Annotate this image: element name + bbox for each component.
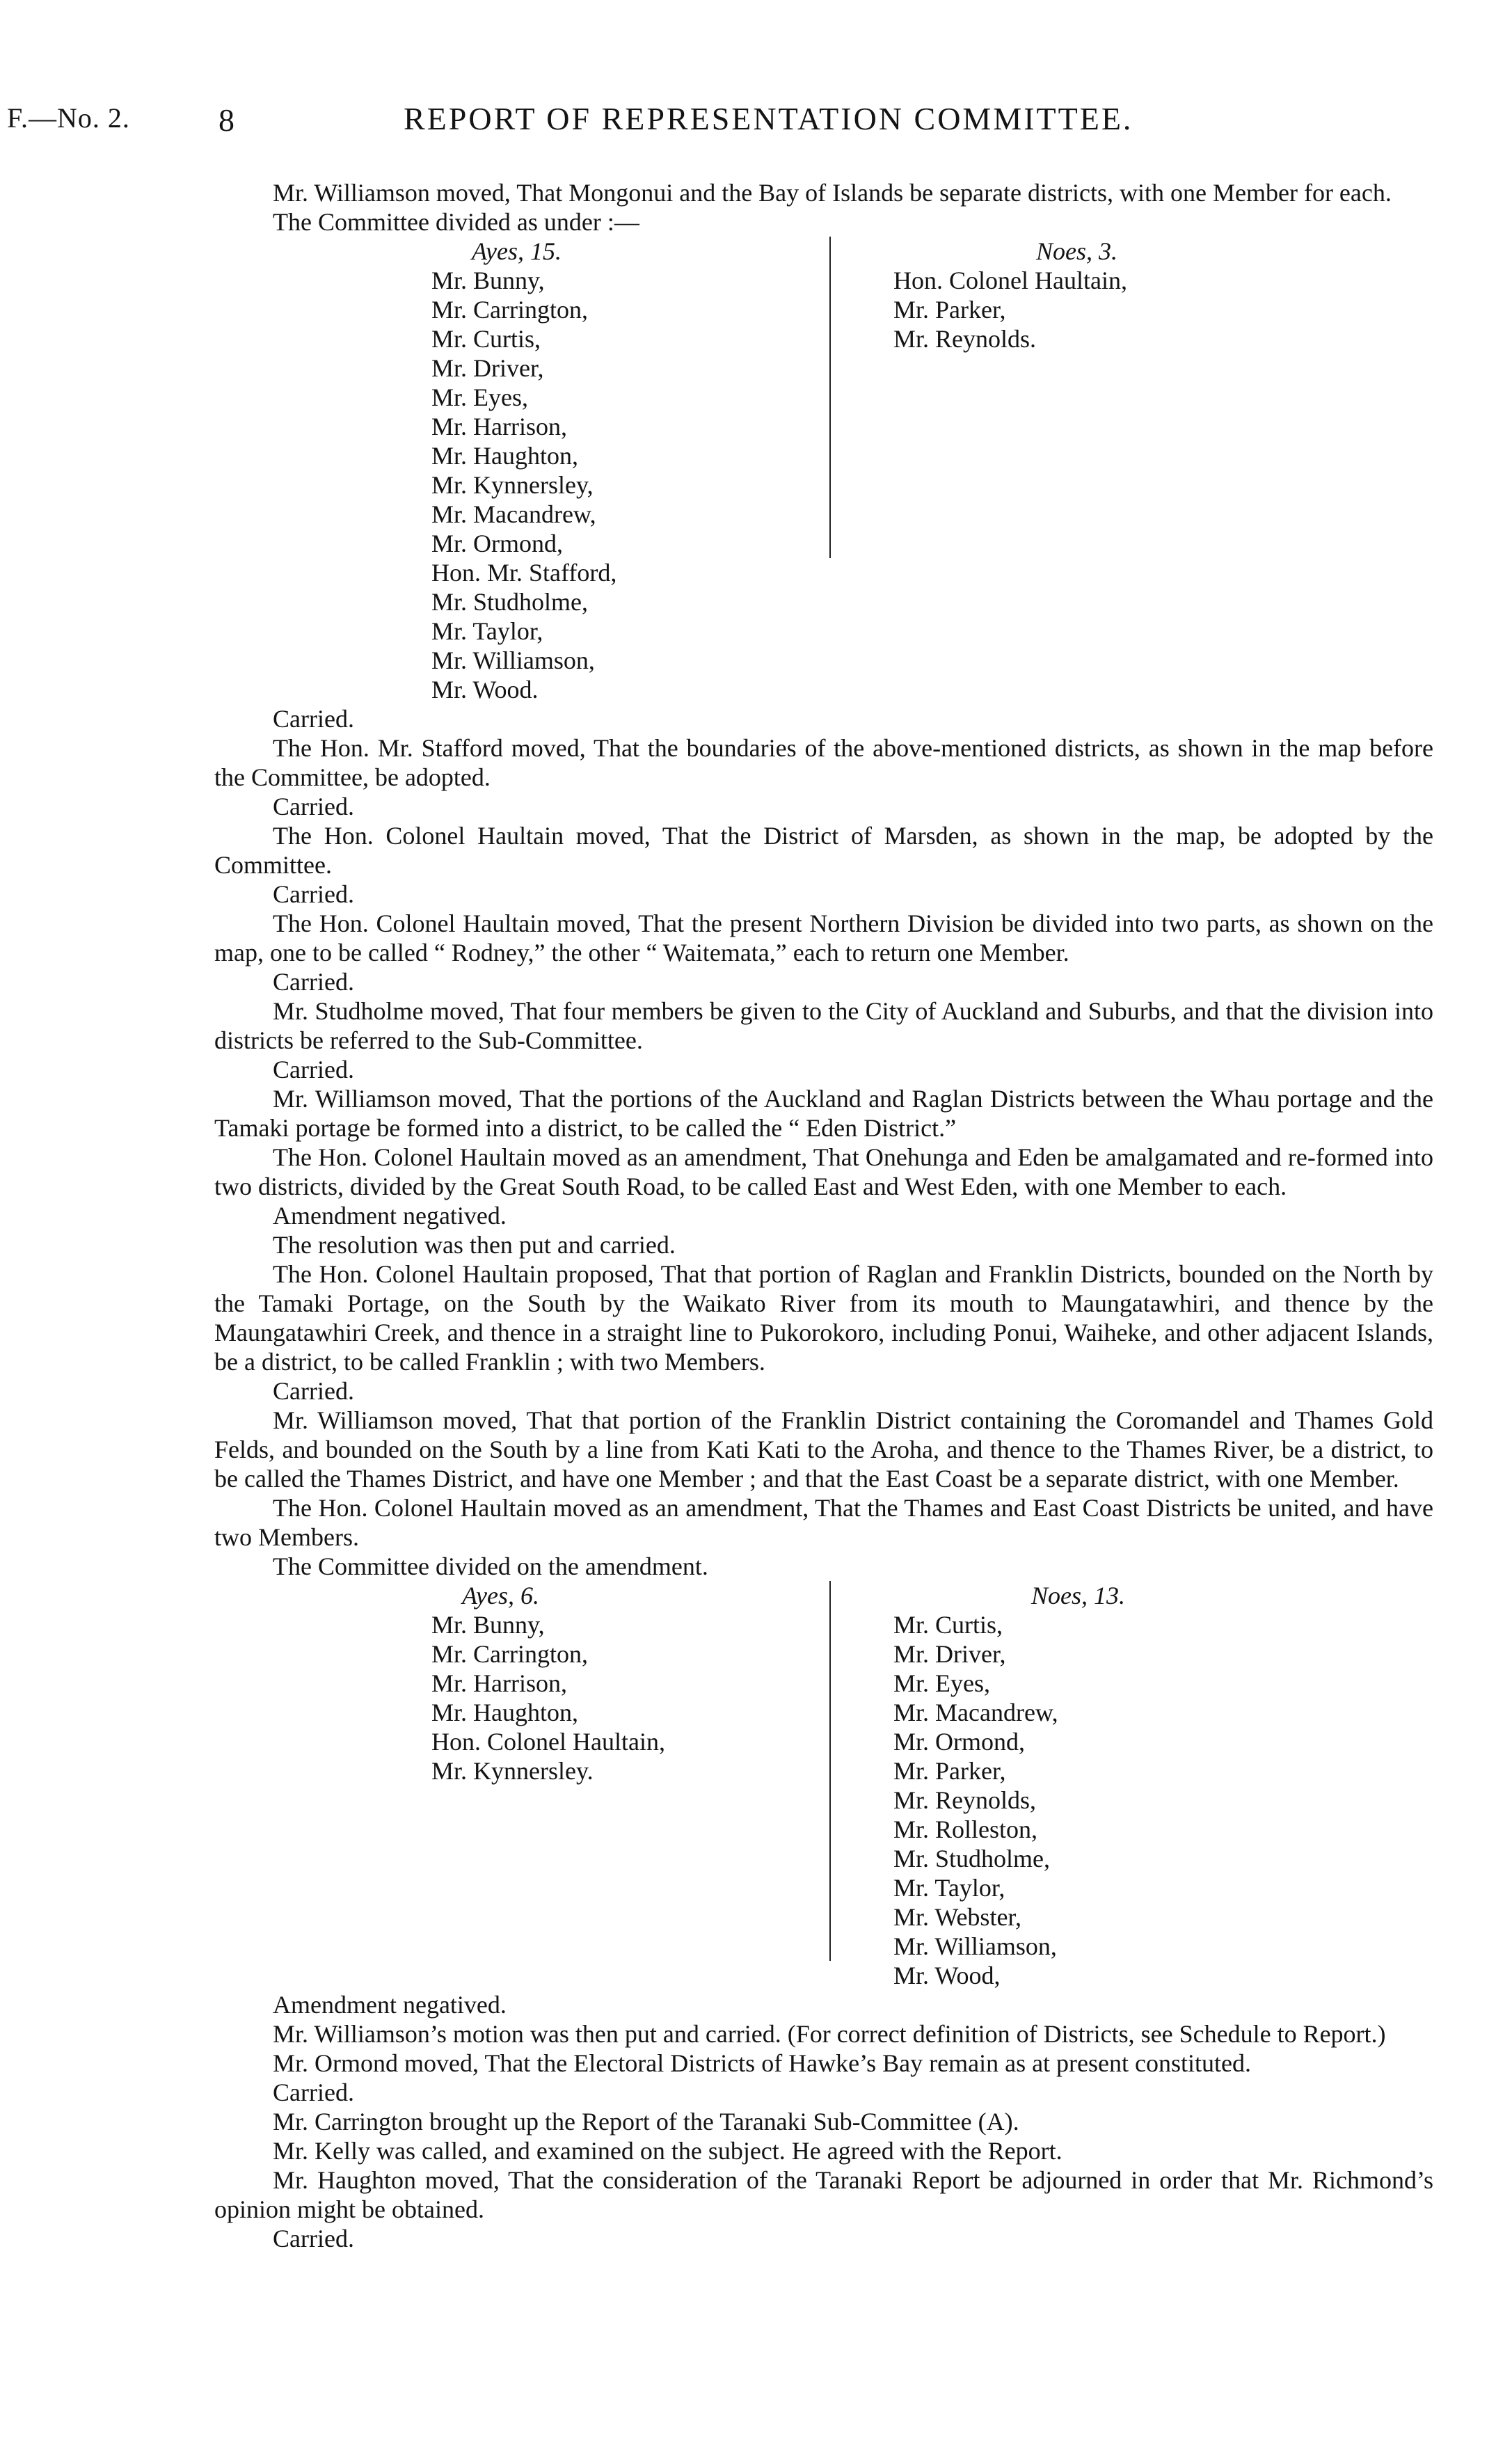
member-name: Mr. Wood,	[893, 1962, 1001, 1989]
member-name: Mr. Ormond,	[431, 530, 563, 557]
paragraph: Mr. Williamson moved, That that portion of the Franklin District containing the Coromandel and Thames Gold Felds, and bounded on the South by a line from Kati Kati to the Aroha, and thence to the Thames River, be a district, to be called the Thames District, and have one Member ; and that the East Coast be a separate district, with one Member.	[214, 1406, 1433, 1493]
member-name: Mr. Eyes,	[431, 383, 528, 411]
member-name: Mr. Haughton,	[431, 1699, 578, 1726]
paragraph: Mr. Studholme moved, That four members be given to the City of Auckland and Suburbs, and that the division into districts be referred to the Sub-Committee.	[214, 997, 1433, 1054]
member-name: Mr. Carrington,	[431, 296, 588, 324]
paragraph: Mr. Ormond moved, That the Electoral Districts of Hawke’s Bay remain as at present constituted.	[273, 2049, 1251, 2077]
paragraph: Mr. Carrington brought up the Report of the Taranaki Sub-Committee (A).	[273, 2108, 1019, 2136]
division-list-2	[214, 1581, 1433, 1990]
report-reference: F.—No. 2.	[7, 102, 130, 134]
noes-heading: Noes, 3.	[1036, 237, 1117, 265]
paragraph: The Committee divided on the amendment.	[273, 1552, 708, 1580]
member-name: Mr. Kynnersley.	[431, 1757, 594, 1785]
member-name: Mr. Taylor,	[431, 617, 543, 645]
member-name: Mr. Reynolds.	[893, 325, 1037, 353]
page-title: REPORT OF REPRESENTATION COMMITTEE.	[404, 101, 1133, 136]
report-body	[214, 178, 1433, 2253]
member-name: Mr. Wood.	[431, 676, 539, 703]
paragraph: Mr. Williamson’s motion was then put and carried. (For correct definition of Districts, see Schedule to Report.)	[273, 2020, 1386, 2048]
member-name: Mr. Taylor,	[893, 1874, 1005, 1902]
paragraph: The Hon. Mr. Stafford moved, That the boundaries of the above-mentioned districts, as shown in the map before the Committee, be adopted.	[214, 734, 1433, 791]
member-name: Mr. Harrison,	[431, 1669, 567, 1697]
ayes-column	[431, 1581, 817, 1990]
division-list-1	[214, 237, 1433, 704]
paragraph: The Hon. Colonel Haultain proposed, That that portion of Raglan and Franklin Districts, bounded on the North by the Tamaki Portage, on the South by the Waikato River from its mouth to Maungatawhiri, and thence by the Maungatawhiri Creek, and thence in a straight line to Pukorokoro, including Ponui, Waiheke, and other adjacent Islands, be a district, to be called Franklin ; with two Members.	[214, 1260, 1433, 1376]
member-name: Mr. Driver,	[893, 1640, 1006, 1668]
ayes-heading: Ayes, 6.	[462, 1582, 539, 1609]
member-name: Hon. Colonel Haultain,	[431, 1728, 665, 1756]
ayes-heading: Ayes, 15.	[472, 237, 562, 265]
ayes-column	[431, 237, 817, 704]
member-name: Mr. Ormond,	[893, 1728, 1025, 1756]
member-name: Mr. Harrison,	[431, 413, 567, 440]
member-name: Mr. Haughton,	[431, 442, 578, 470]
member-name: Mr. Rolleston,	[893, 1815, 1038, 1843]
paragraph: Carried.	[273, 793, 354, 820]
member-name: Mr. Macandrew,	[893, 1699, 1058, 1726]
member-name: Mr. Parker,	[893, 296, 1006, 324]
member-name: Mr. Driver,	[431, 354, 544, 382]
paragraph: The resolution was then put and carried.	[273, 1231, 676, 1259]
member-name: Mr. Bunny,	[431, 1611, 545, 1639]
member-name: Mr. Studholme,	[431, 588, 589, 616]
paragraph: Carried.	[273, 1377, 354, 1405]
paragraph: The Hon. Colonel Haultain moved, That the present Northern Division be divided into two parts, as shown on the map, one to be called “ Rodney,” the other “ Waitemata,” each to return one Member.	[214, 909, 1433, 967]
paragraph: Mr. Haughton moved, That the consideration of the Taranaki Report be adjourned in order that Mr. Richmond’s opinion might be obtained.	[214, 2166, 1433, 2223]
paragraph: Carried.	[273, 2225, 354, 2252]
paragraph: Mr. Kelly was called, and examined on the subject. He agreed with the Report.	[273, 2137, 1063, 2165]
noes-column	[817, 1581, 1125, 1990]
member-name: Mr. Carrington,	[431, 1640, 588, 1668]
paragraph: Amendment negatived.	[273, 1202, 507, 1230]
paragraph: The Committee divided as under :—	[273, 208, 639, 236]
member-name: Mr. Webster,	[893, 1903, 1021, 1931]
paragraph: Mr. Williamson moved, That the portions of the Auckland and Raglan Districts between the Whau portage and the Tamaki portage be formed into a district, to be called the “ Eden District.”	[214, 1085, 1433, 1142]
member-name: Mr. Williamson,	[431, 646, 595, 674]
member-name: Mr. Curtis,	[893, 1611, 1003, 1639]
member-name: Mr. Bunny,	[431, 267, 545, 294]
paragraph: Carried.	[273, 705, 354, 733]
paragraph: The Hon. Colonel Haultain moved as an amendment, That Onehunga and Eden be amalgamated and re-formed into two districts, divided by the Great South Road, to be called East and West Eden, with one Member to each.	[214, 1143, 1433, 1200]
member-name: Mr. Eyes,	[893, 1669, 990, 1697]
member-name: Mr. Curtis,	[431, 325, 541, 353]
member-name: Hon. Colonel Haultain,	[893, 267, 1127, 294]
member-name: Mr. Williamson,	[893, 1932, 1057, 1960]
noes-heading: Noes, 13.	[1031, 1582, 1125, 1609]
column-divider	[829, 1581, 831, 1961]
paragraph: Carried.	[273, 880, 354, 908]
noes-column	[817, 237, 1127, 704]
paragraph: Carried.	[273, 1056, 354, 1083]
paragraph: The Hon. Colonel Haultain moved as an amendment, That the Thames and East Coast Districts be united, and have two Members.	[214, 1494, 1433, 1551]
paragraph: The Hon. Colonel Haultain moved, That the District of Marsden, as shown in the map, be adopted by the Committee.	[214, 822, 1433, 879]
paragraph: Amendment negatived.	[273, 1991, 507, 2019]
member-name: Hon. Mr. Stafford,	[431, 559, 617, 587]
page-number: 8	[218, 102, 234, 138]
member-name: Mr. Kynnersley,	[431, 471, 594, 499]
member-name: Mr. Studholme,	[893, 1845, 1051, 1873]
paragraph: Mr. Williamson moved, That Mongonui and the Bay of Islands be separate districts, with one Member for each.	[273, 179, 1392, 207]
member-name: Mr. Reynolds,	[893, 1786, 1037, 1814]
paragraph: Carried.	[273, 968, 354, 996]
member-name: Mr. Parker,	[893, 1757, 1006, 1785]
member-name: Mr. Macandrew,	[431, 500, 596, 528]
column-divider	[829, 237, 831, 558]
paragraph: Carried.	[273, 2078, 354, 2106]
